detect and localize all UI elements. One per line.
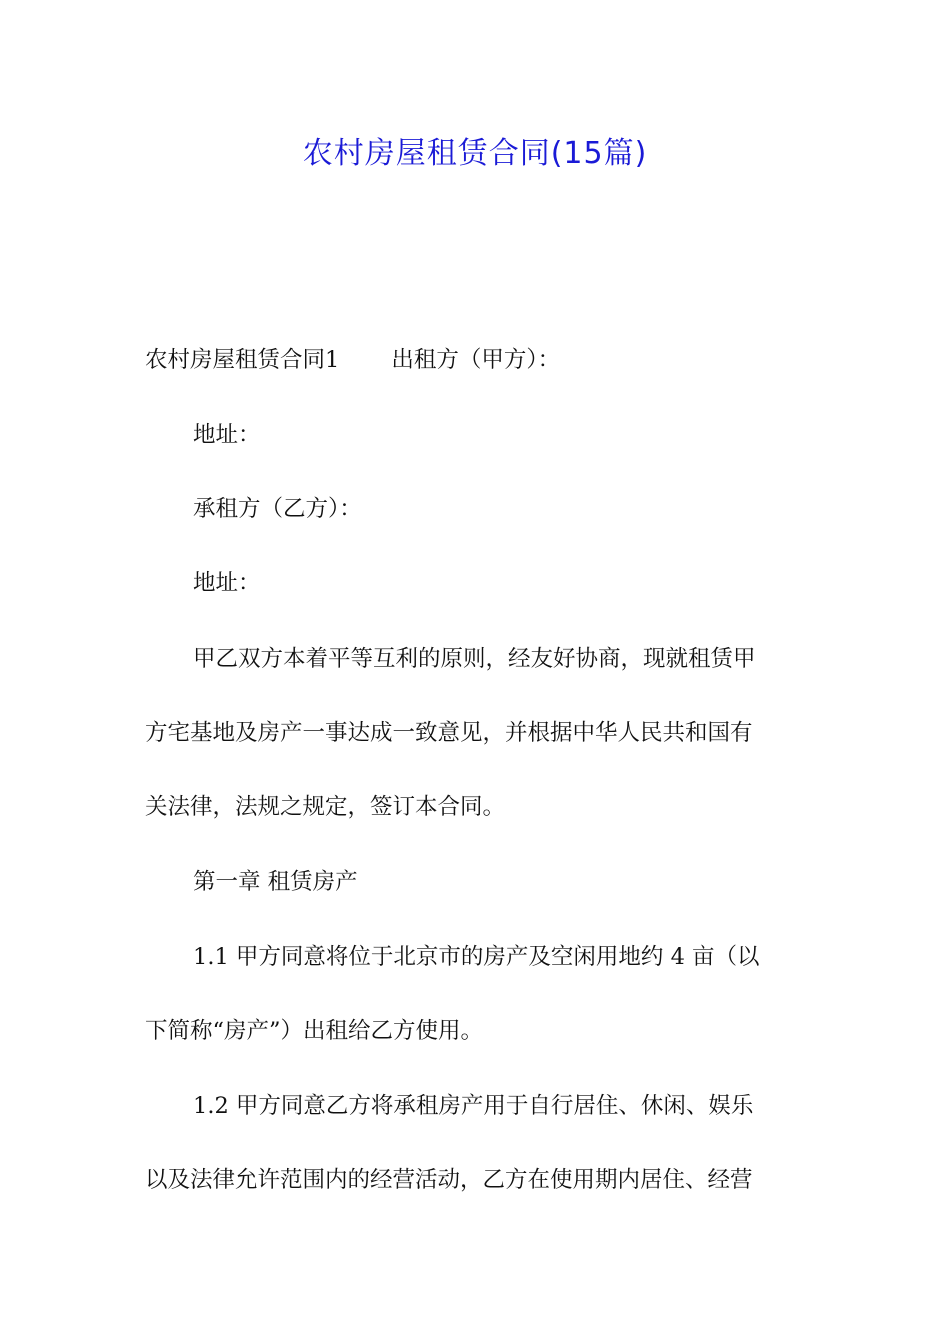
paragraph-line: 方宅基地及房产一事达成一致意见，并根据中华人民共和国有 — [145, 720, 753, 746]
paragraph-line: 关法律，法规之规定，签订本合同。 — [145, 794, 506, 820]
chapter-heading: 第一章 租赁房产 — [193, 869, 358, 895]
lessor-label: 出租方（甲方）： — [391, 347, 561, 373]
document-title: 农村房屋租赁合同(15篇) — [302, 136, 648, 171]
clause-line: 下简称“房产”）出租给乙方使用。 — [145, 1018, 484, 1044]
paragraph-line: 甲乙双方本着平等互利的原则，经友好协商，现就租赁甲 — [193, 646, 756, 672]
first-line — [145, 343, 810, 377]
lessee-label: 承租方（乙方）： — [193, 496, 362, 522]
clause-line: 1.2 甲方同意乙方将承租房产用于自行居住、休闲、娱乐 — [193, 1093, 754, 1119]
contract-heading: 农村房屋租赁合同1 — [145, 347, 340, 373]
lessor-address-label: 地址： — [193, 422, 261, 448]
clause-line: 以及法律允许范围内的经营活动，乙方在使用期内居住、经营 — [145, 1167, 753, 1193]
clause-line: 1.1 甲方同意将位于北京市的房产及空闲用地约 4 亩（以 — [193, 944, 760, 970]
lessee-address-label: 地址： — [193, 570, 261, 596]
